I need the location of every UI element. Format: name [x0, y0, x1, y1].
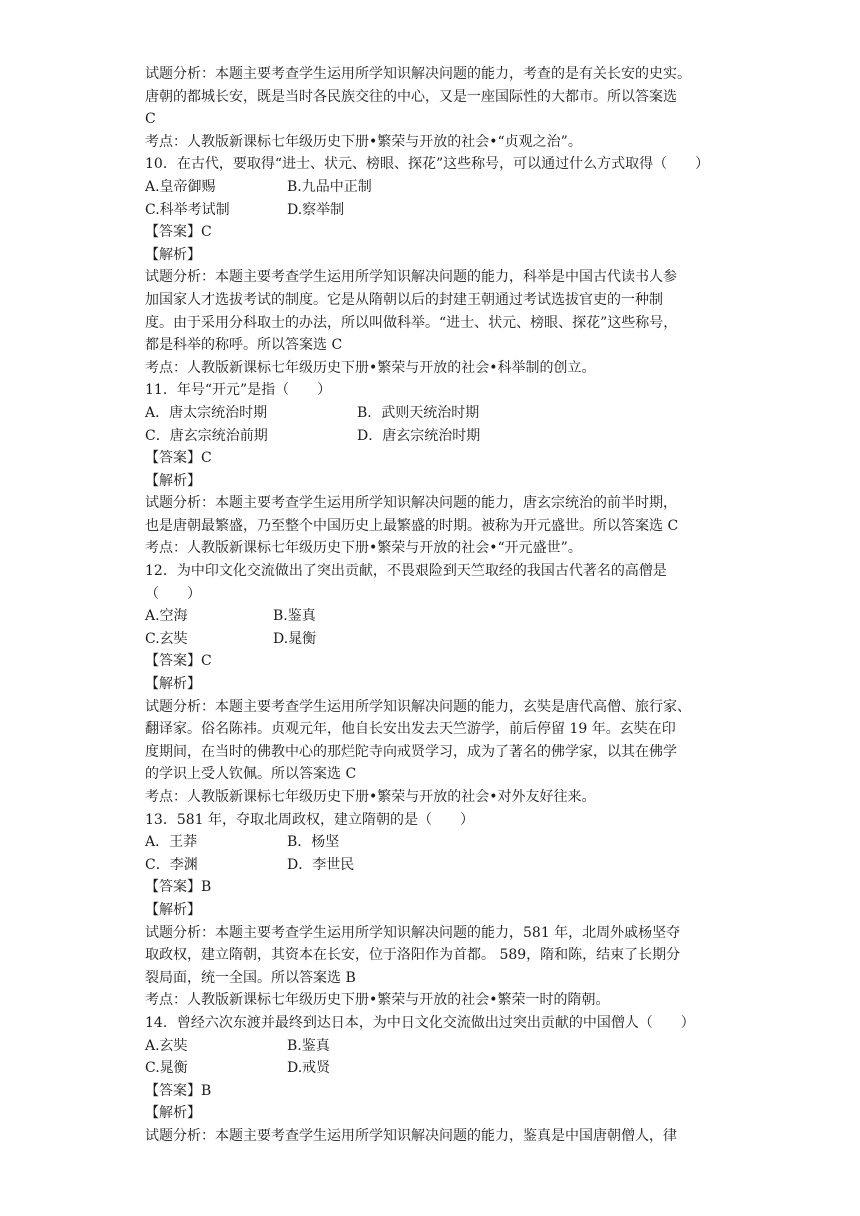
option-item: C.玄奘 — [145, 630, 188, 647]
analysis-line: 试题分析：本题主要考查学生运用所学知识解决问题的能力，鉴真是中国唐朝僧人，律 — [145, 1127, 677, 1144]
option-item: A．唐太宗统治时期 — [145, 404, 268, 421]
options-row — [145, 425, 715, 448]
option-item: B.鉴真 — [287, 1037, 330, 1054]
question-text: 14．曾经六次东渡并最终到达日本，为中日文化交流做出过突出贡献的中国僧人（ ） — [145, 1014, 695, 1031]
question-text: 10．在古代，要取得“进士、状元、榜眼、探花”这些称号，可以通过什么方式取得（ ） — [145, 156, 710, 173]
analysis-line: 加国家人才选拔考试的制度。它是从隋朝以后的封建王朝通过考试选拔官吏的一种制 — [145, 291, 663, 308]
knowledge-point: 考点：人教版新课标七年级历史下册•繁荣与开放的社会•“贞观之治”。 — [145, 133, 582, 150]
option-item: D．唐玄宗统治时期 — [357, 427, 481, 444]
option-item: B.鉴真 — [273, 608, 316, 625]
analysis-line: 试题分析：本题主要考查学生运用所学知识解决问题的能力，581 年，北周外戚杨坚夺 — [145, 924, 681, 941]
analysis-heading: 【解析】 — [145, 901, 201, 918]
analysis-line: 度。由于采用分科取士的办法，所以叫做科举。“进士、状元、榜眼、探花”这些称号， — [145, 314, 678, 331]
option-item: D.察举制 — [287, 201, 345, 218]
options-row — [145, 1035, 715, 1058]
options-row — [145, 402, 715, 425]
answer-label: 【答案】B — [145, 1082, 212, 1099]
analysis-line: 裂局面，统一全国。所以答案选 B — [145, 969, 356, 986]
option-item: A．王莽 — [145, 834, 198, 851]
option-item: D.戒贤 — [287, 1060, 331, 1077]
analysis-line: 试题分析：本题主要考查学生运用所学知识解决问题的能力，玄奘是唐代高僧、旅行家、 — [145, 698, 691, 715]
knowledge-point: 考点：人教版新课标七年级历史下册•繁荣与开放的社会•“开元盛世”。 — [145, 540, 582, 557]
analysis-line: 试题分析：本题主要考查学生运用所学知识解决问题的能力，唐玄宗统治的前半时期， — [145, 495, 677, 512]
analysis-line: 的学识上受人钦佩。所以答案选 C — [145, 766, 357, 783]
options-row — [145, 176, 715, 199]
analysis-line: 翻译家。俗名陈祎。贞观元年，他自长安出发去天竺游学，前后停留 19 年。玄奘在印 — [145, 721, 676, 738]
options-row — [145, 831, 715, 854]
analysis-heading: 【解析】 — [145, 1105, 201, 1122]
analysis-line: C — [145, 111, 156, 128]
options-row — [145, 1057, 715, 1080]
option-item: B．杨坚 — [287, 834, 340, 851]
option-item: B.九品中正制 — [287, 178, 372, 195]
knowledge-point: 考点：人教版新课标七年级历史下册•繁荣与开放的社会•科举制的创立。 — [145, 359, 596, 376]
option-item: A.皇帝御赐 — [145, 178, 216, 195]
question-text: （ ） — [145, 585, 201, 602]
option-item: C．唐玄宗统治前期 — [145, 427, 268, 444]
option-item: A.空海 — [145, 608, 188, 625]
options-row — [145, 854, 715, 877]
analysis-line: 也是唐朝最繁盛，乃至整个中国历史上最繁盛的时期。被称为开元盛世。所以答案选 C — [145, 517, 679, 534]
analysis-heading: 【解析】 — [145, 246, 201, 263]
knowledge-point: 考点：人教版新课标七年级历史下册•繁荣与开放的社会•繁荣一时的隋朝。 — [145, 992, 610, 1009]
analysis-heading: 【解析】 — [145, 676, 201, 693]
options-row — [145, 605, 715, 628]
option-item: D．李世民 — [287, 856, 355, 873]
question-text: 13．581 年，夺取北周政权，建立隋朝的是（ ） — [145, 811, 474, 828]
option-item: C．李渊 — [145, 856, 198, 873]
analysis-heading: 【解析】 — [145, 472, 201, 489]
option-item: D.晁衡 — [273, 630, 317, 647]
question-text: 11．年号“开元”是指（ ） — [145, 382, 332, 399]
answer-label: 【答案】B — [145, 879, 212, 896]
analysis-line: 取政权，建立隋朝，其资本在长安，位于洛阳作为首都。 589，隋和陈，结束了长期分 — [145, 947, 681, 964]
analysis-line: 度期间，在当时的佛教中心的那烂陀寺向戒贤学习，成为了著名的佛学家，以其在佛学 — [145, 743, 677, 760]
options-row — [145, 628, 715, 651]
analysis-line: 都是科举的称呼。所以答案选 C — [145, 337, 343, 354]
option-item: C.科举考试制 — [145, 201, 230, 218]
option-item: B．武则天统治时期 — [357, 404, 480, 421]
analysis-line: 唐朝的都城长安，既是当时各民族交往的中心，又是一座国际性的大都市。所以答案选 — [145, 88, 677, 105]
answer-label: 【答案】C — [145, 224, 212, 241]
option-item: C.晁衡 — [145, 1060, 188, 1077]
options-row — [145, 199, 715, 222]
answer-label: 【答案】C — [145, 653, 212, 670]
knowledge-point: 考点：人教版新课标七年级历史下册•繁荣与开放的社会•对外友好往来。 — [145, 789, 596, 805]
analysis-line: 试题分析：本题主要考查学生运用所学知识解决问题的能力，考查的是有关长安的史实。 — [145, 66, 691, 82]
question-text: 12．为中印文化交流做出了突出贡献，不畏艰险到天竺取经的我国古代著名的高僧是 — [145, 563, 667, 580]
answer-label: 【答案】C — [145, 450, 212, 467]
document-body — [145, 63, 715, 1148]
analysis-line: 试题分析：本题主要考查学生运用所学知识解决问题的能力，科举是中国古代读书人参 — [145, 269, 677, 286]
option-item: A.玄奘 — [145, 1037, 188, 1054]
